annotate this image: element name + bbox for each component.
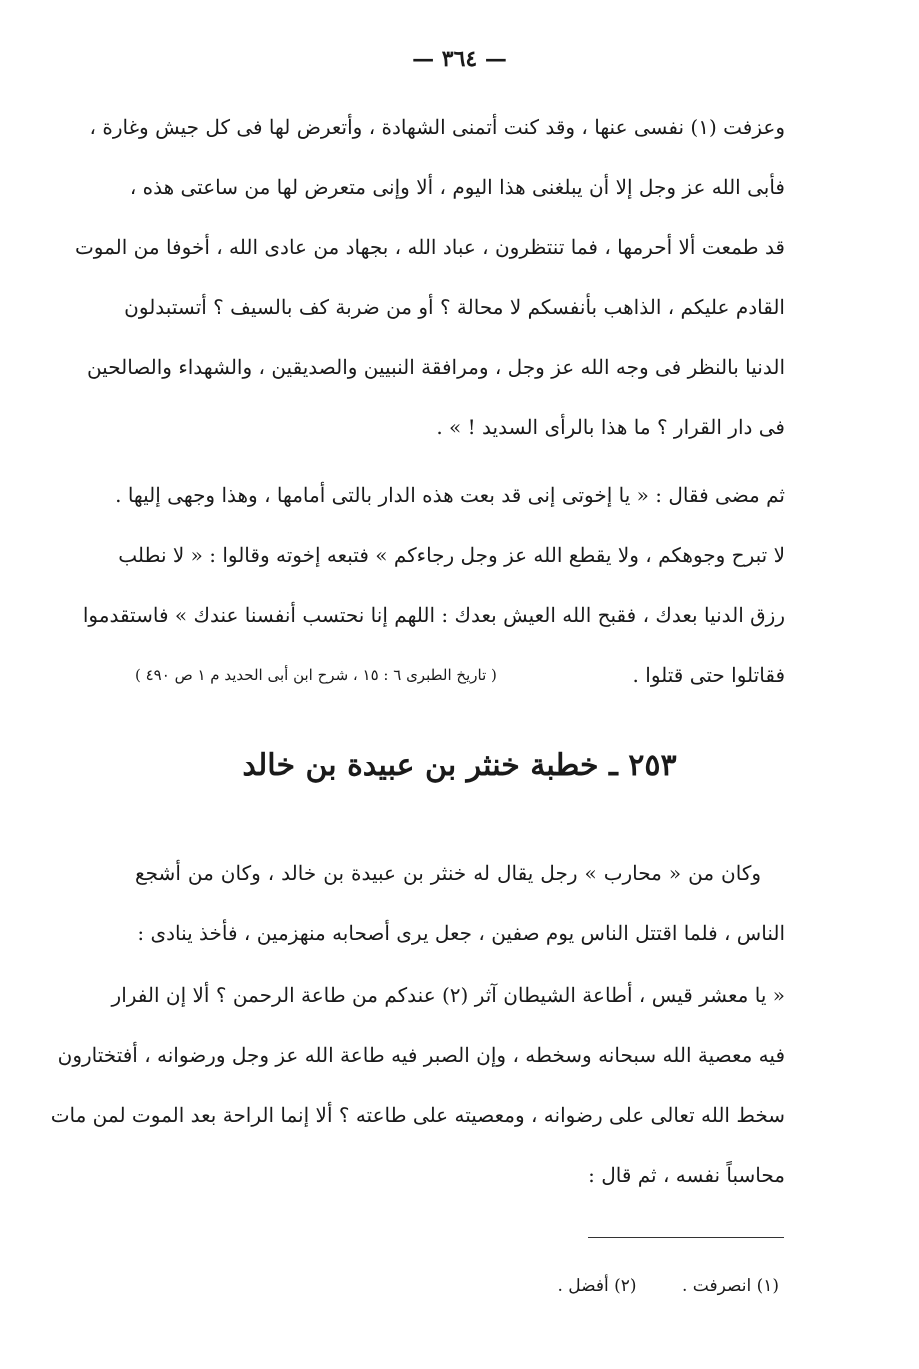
footnote-2: (٢) أفضل .: [557, 1276, 637, 1296]
text-line: وكان من « محارب » رجل يقال له خنثر بن عبيدة بن خالد ، وكان من أشجع: [135, 861, 761, 885]
footnote-1: (١) انصرفت .: [681, 1276, 779, 1296]
text-line: فيه معصية الله سبحانه وسخطه ، وإن الصبر فيه طاعة الله عز وجل ورضوانه ، أفتختارون: [57, 1043, 785, 1067]
text-line: القادم عليكم ، الذاهب بأنفسكم لا محالة ؟ أو من ضربة كف بالسيف ؟ أتستبدلون: [124, 295, 785, 319]
source-citation: ( تاريخ الطبرى ٦ : ١٥ ، شرح ابن أبى الحديد م ١ ص ٤٩٠ ): [135, 666, 497, 684]
paragraph-3: [135, 843, 785, 963]
text-line: قد طمعت ألا أحرمها ، فما تنتظرون ، عباد الله ، بجهاد من عادى الله ، أخوفا من الموت: [74, 235, 785, 259]
text-line: محاسباً نفسه ، ثم قال :: [588, 1163, 785, 1187]
text-line: لا تبرح وجوهكم ، ولا يقطع الله عز وجل رجاءكم » فتبعه إخوته وقالوا : « لا نطلب: [118, 543, 785, 567]
text-line: فى دار القرار ؟ ما هذا بالرأى السديد ! » .: [436, 415, 785, 439]
text-line: الناس ، فلما اقتتل الناس يوم صفين ، جعل يرى أصحابه منهزمين ، فأخذ ينادى :: [137, 921, 785, 945]
footnote-divider: [588, 1237, 784, 1238]
text-line: الدنيا بالنظر فى وجه الله عز وجل ، ومرافقة النبيين والصديقين ، والشهداء والصالحين: [86, 355, 785, 379]
footnotes: [179, 1266, 779, 1306]
text-line: فأبى الله عز وجل إلا أن يبلغنى هذا اليوم ، ألا وإنى متعرض لها من ساعتى هذه ،: [129, 175, 785, 199]
paragraph-2: [82, 465, 785, 705]
text-line: سخط الله تعالى على رضوانه ، ومعصيته على طاعته ؟ ألا إنما الراحة بعد الموت لمن مات: [50, 1103, 785, 1127]
text-line: « يا معشر قيس ، أطاعة الشيطان آثر (٢) عندكم من طاعة الرحمن ؟ ألا إن الفرار: [111, 983, 785, 1007]
closing-line: [135, 645, 785, 705]
paragraph-1: [74, 97, 785, 457]
text-line: رزق الدنيا بعدك ، فقبح الله العيش بعدك : اللهم إنا نحتسب أنفسنا عندك » فاستقدموا: [82, 603, 785, 627]
text-line: وعزفت (١) نفسى عنها ، وقد كنت أتمنى الشهادة ، وأتعرض لها فى كل جيش وغارة ،: [89, 115, 785, 139]
text-line: ثم مضى فقال : « يا إخوتى إنى قد بعت هذه الدار بالتى أمامها ، وهذا وجهى إليها .: [115, 483, 785, 507]
section-heading: ٢٥٣ ـ خطبة خنثر بن عبيدة بن خالد: [242, 748, 677, 783]
paragraph-4: [50, 965, 785, 1205]
closing-text: فقاتلوا حتى قتلوا .: [632, 663, 785, 687]
page-number: — ٣٦٤ —: [412, 46, 507, 72]
